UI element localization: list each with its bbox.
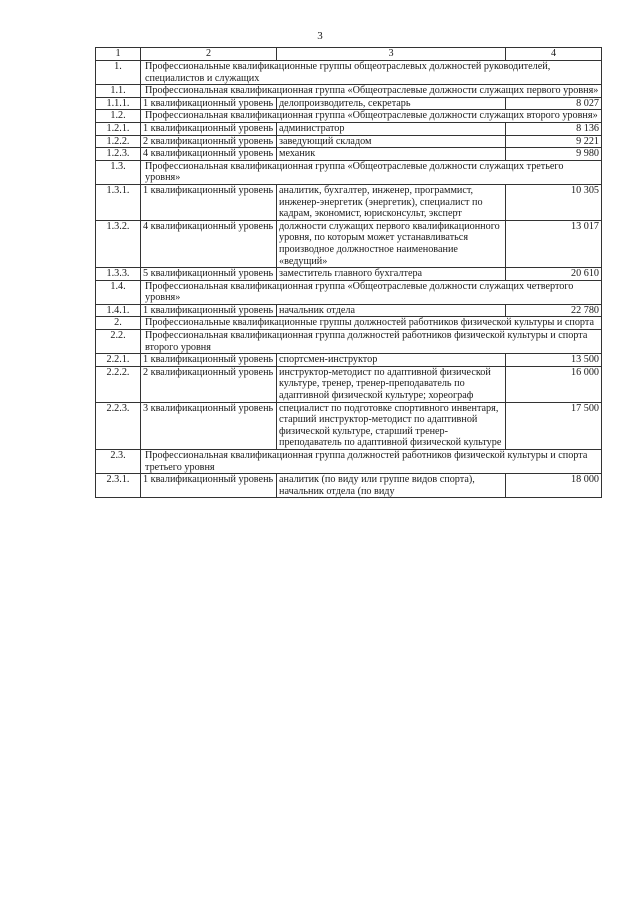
table-row [96,366,602,402]
table-row [96,122,602,135]
row-code: 1.2. [96,110,141,123]
row-code: 1.2.1. [96,122,141,135]
positions-list: делопроизводитель, секретарь [277,97,506,110]
salary-value: 8 027 [506,97,602,110]
header-cell: 4 [506,48,602,61]
row-code: 2.2. [96,330,141,354]
salary-table [95,47,602,498]
table-row [96,304,602,317]
qualification-level: 3 квалификационный уровень [141,402,277,449]
table-row-group [96,110,602,123]
salary-value: 10 305 [506,184,602,220]
salary-value: 18 000 [506,474,602,498]
positions-list: аналитик, бухгалтер, инженер, программист, инженер-энергетик (энергетик), специалист по кадрам, экономист, юрисконсульт, эксперт [277,184,506,220]
table-row [96,135,602,148]
qualification-level: 5 квалификационный уровень [141,268,277,281]
positions-list: администратор [277,122,506,135]
qualification-level: 1 квалификационный уровень [141,122,277,135]
positions-list: заведующий складом [277,135,506,148]
salary-value: 8 136 [506,122,602,135]
row-code: 2.2.1. [96,354,141,367]
salary-value: 20 610 [506,268,602,281]
positions-list: начальник отдела [277,304,506,317]
group-title: Профессиональные квалификационные группы должностей работников физической культуры и спорта [141,317,602,330]
qualification-level: 4 квалификационный уровень [141,220,277,267]
row-code: 1.2.3. [96,148,141,161]
salary-value: 13 017 [506,220,602,267]
group-title: Профессиональная квалификационная группа «Общеотраслевые должности служащих четвертого уровня» [141,280,602,304]
salary-value: 9 221 [506,135,602,148]
table-row-group [96,85,602,98]
qualification-level: 2 квалификационный уровень [141,366,277,402]
salary-value: 16 000 [506,366,602,402]
header-cell: 2 [141,48,277,61]
salary-value: 22 780 [506,304,602,317]
row-code: 1.2.2. [96,135,141,148]
table-row-group [96,317,602,330]
row-code: 2.3.1. [96,474,141,498]
group-title: Профессиональная квалификационная группа должностей работников физической культуры и спорта третьего уровня [141,450,602,474]
row-code: 2.2.2. [96,366,141,402]
group-title: Профессиональная квалификационная группа «Общеотраслевые должности служащих первого уровня» [141,85,602,98]
salary-value: 13 500 [506,354,602,367]
qualification-level: 1 квалификационный уровень [141,184,277,220]
row-code: 1.4. [96,280,141,304]
table-row [96,184,602,220]
positions-list: заместитель главного бухгалтера [277,268,506,281]
table-row-group [96,160,602,184]
qualification-level: 1 квалификационный уровень [141,474,277,498]
qualification-level: 1 квалификационный уровень [141,304,277,317]
group-title: Профессиональные квалификационные группы общеотраслевых должностей руководителей, специалистов и служащих [141,61,602,85]
positions-list: механик [277,148,506,161]
table-header-row [96,48,602,61]
row-code: 2.3. [96,450,141,474]
row-code: 1.3.3. [96,268,141,281]
qualification-level: 1 квалификационный уровень [141,354,277,367]
row-code: 1. [96,61,141,85]
row-code: 2.2.3. [96,402,141,449]
table-row [96,354,602,367]
row-code: 1.1. [96,85,141,98]
row-code: 1.4.1. [96,304,141,317]
header-cell: 1 [96,48,141,61]
header-cell: 3 [277,48,506,61]
group-title: Профессиональная квалификационная группа должностей работников физической культуры и спорта второго уровня [141,330,602,354]
row-code: 2. [96,317,141,330]
qualification-level: 1 квалификационный уровень [141,97,277,110]
row-code: 1.3. [96,160,141,184]
page-number: 3 [317,30,323,42]
table-row-group [96,280,602,304]
positions-list: инструктор-методист по адаптивной физической культуре, тренер, тренер-преподаватель по адаптивной физической культуре; хореограф [277,366,506,402]
positions-list: должности служащих первого квалификационного уровня, по которым может устанавливаться производное должностное наименование «ведущий» [277,220,506,267]
row-code: 1.3.2. [96,220,141,267]
positions-list: аналитик (по виду или группе видов спорта), начальник отдела (по виду [277,474,506,498]
table-row [96,97,602,110]
group-title: Профессиональная квалификационная группа «Общеотраслевые должности служащих второго уровня» [141,110,602,123]
salary-value: 17 500 [506,402,602,449]
table-row [96,220,602,267]
salary-value: 9 980 [506,148,602,161]
row-code: 1.3.1. [96,184,141,220]
table-row-group [96,61,602,85]
positions-list: спортсмен-инструктор [277,354,506,367]
table-row-group [96,330,602,354]
qualification-level: 2 квалификационный уровень [141,135,277,148]
positions-list: специалист по подготовке спортивного инвентаря, старший инструктор-методист по адаптивной физической культуре, старший тренер-преподаватель по адаптивной физической культуре [277,402,506,449]
row-code: 1.1.1. [96,97,141,110]
group-title: Профессиональная квалификационная группа «Общеотраслевые должности служащих третьего уровня» [141,160,602,184]
table-row [96,268,602,281]
table-row-group [96,450,602,474]
table-row [96,148,602,161]
table-row [96,402,602,449]
table-row [96,474,602,498]
qualification-level: 4 квалификационный уровень [141,148,277,161]
